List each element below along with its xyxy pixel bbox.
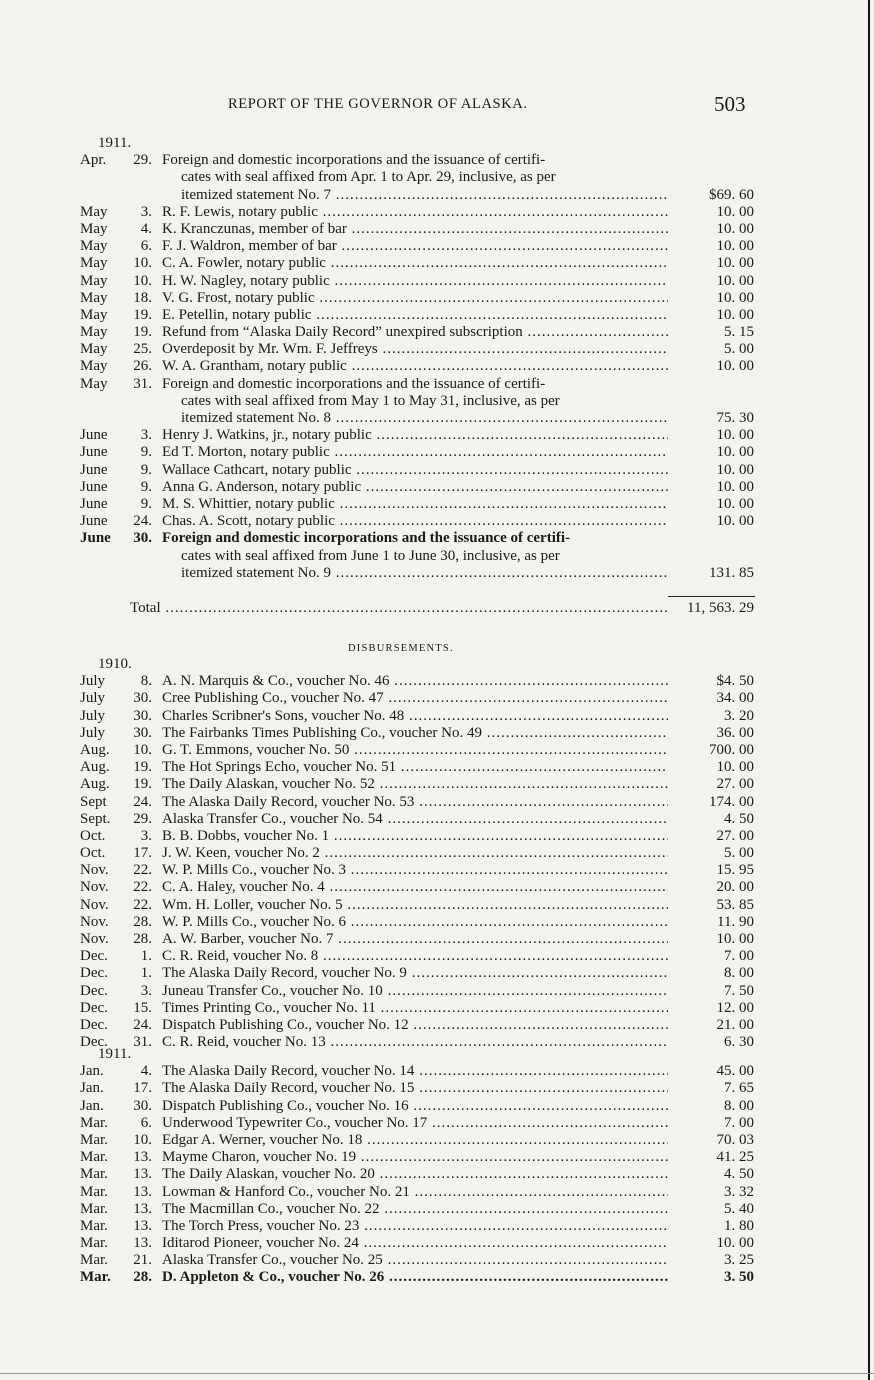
ledger-row [0, 290, 874, 307]
entry-description: K. Kranczunas, member of bar ..... [162, 221, 668, 238]
entry-month: Jan. [80, 1080, 104, 1097]
ledger-row [0, 948, 874, 965]
entry-amount: $69. 60 [709, 186, 754, 203]
entry-day: 3. [140, 203, 152, 220]
entry-month: Aug. [80, 759, 110, 776]
entry-day: 10. [133, 272, 152, 289]
entry-month: Nov. [80, 862, 109, 879]
entry-month: Mar. [80, 1235, 108, 1252]
entry-month: July [80, 707, 106, 724]
ledger-row [0, 1252, 874, 1269]
entry-description: Mayme Charon, voucher No. 19 ..... [162, 1149, 668, 1166]
entry-month: Sept. [80, 810, 111, 827]
entry-description: Dispatch Publishing Co., voucher No. 12 ..... [162, 1017, 668, 1034]
year-row [0, 135, 874, 152]
entry-description: The Alaska Daily Record, voucher No. 14 ..... [162, 1063, 668, 1080]
entry-description: W. P. Mills Co., voucher No. 3 ..... [162, 862, 668, 879]
entry-day: 10. [133, 741, 152, 758]
ledger-row [0, 1218, 874, 1235]
entry-month: Dec. [80, 982, 108, 999]
entry-month: Mar. [80, 1114, 108, 1131]
ledger-row [0, 794, 874, 811]
entry-amount: 12. 00 [716, 999, 754, 1016]
entry-amount: 75. 30 [716, 410, 754, 426]
entry-day: 8. [140, 673, 152, 690]
total-amount: 11, 563. 29 [687, 600, 754, 616]
entry-month: June [80, 530, 111, 547]
entry-description: C. A. Fowler, notary public ..... [162, 255, 668, 272]
entry-day: 13. [133, 1166, 152, 1183]
entry-description: W. A. Grantham, notary public ..... [162, 358, 668, 375]
entry-description: G. T. Emmons, voucher No. 50 ..... [162, 742, 668, 759]
ledger-row [0, 548, 874, 565]
ledger-row [0, 444, 874, 461]
entry-month: May [80, 375, 108, 392]
entry-description: Chas. A. Scott, notary public ..... [162, 513, 668, 530]
entry-description: Anna G. Anderson, notary public ..... [162, 479, 668, 496]
entry-amount: 10. 00 [716, 495, 754, 512]
entry-amount: 10. 00 [716, 1235, 754, 1252]
ledger-row [0, 204, 874, 221]
entry-amount: 1. 80 [724, 1217, 754, 1234]
ledger-row [0, 1080, 874, 1097]
entry-day: 30. [133, 724, 152, 741]
ledger-row [0, 1201, 874, 1218]
entry-amount: 10. 00 [716, 306, 754, 323]
entry-description: B. B. Dobbs, voucher No. 1 ..... [162, 828, 668, 845]
ledger-row [0, 811, 874, 828]
ledger-row [0, 479, 874, 496]
entry-month: May [80, 272, 108, 289]
entry-day: 31. [133, 375, 152, 392]
entry-description: Alaska Transfer Co., voucher No. 54 ..... [162, 811, 668, 828]
ledger-row [0, 152, 874, 169]
entry-day: 9. [140, 495, 152, 512]
entry-amount: 6. 30 [724, 1034, 754, 1051]
entry-description: The Fairbanks Times Publishing Co., voucher No. 49 ..... [162, 725, 668, 742]
ledger-row [0, 1132, 874, 1149]
ledger-row [0, 530, 874, 547]
entry-month: Nov. [80, 913, 109, 930]
ledger-row [0, 845, 874, 862]
entry-month: Mar. [80, 1252, 108, 1269]
entry-month: July [80, 690, 106, 707]
ledger-row [0, 1235, 874, 1252]
total-row [0, 599, 874, 617]
entry-day: 3. [140, 982, 152, 999]
total-rule [668, 596, 755, 597]
ledger-row [0, 496, 874, 513]
entry-day: 15. [133, 999, 152, 1016]
entry-day: 13. [133, 1217, 152, 1234]
ledger-row [0, 931, 874, 948]
entry-description: A. N. Marquis & Co., voucher No. 46 ..... [162, 673, 668, 690]
entry-amount: 10. 00 [716, 427, 754, 444]
ledger-row [0, 1149, 874, 1166]
entry-month: Aug. [80, 741, 110, 758]
entry-description: Ed T. Morton, notary public ..... [162, 444, 668, 461]
entry-day: 19. [133, 776, 152, 793]
entry-amount: 10. 00 [716, 289, 754, 306]
entry-day: 24. [133, 793, 152, 810]
entry-amount: 45. 00 [716, 1063, 754, 1080]
entry-day: 30. [133, 707, 152, 724]
entry-month: June [80, 444, 108, 461]
entry-amount: 5. 40 [724, 1200, 754, 1217]
entry-month: Nov. [80, 931, 109, 947]
entry-amount: 53. 85 [716, 896, 754, 913]
entry-description: Foreign and domestic incorporations and the issuance of certifi- [162, 530, 571, 547]
entry-month: Sept [80, 793, 107, 810]
entry-amount: 10. 00 [716, 255, 754, 272]
entry-description: C. R. Reid, voucher No. 13 ..... [162, 1034, 668, 1051]
entry-amount: 174. 00 [709, 793, 754, 810]
entry-day: 10. [133, 255, 152, 272]
ledger-row [0, 759, 874, 776]
entry-amount: 27. 00 [716, 776, 754, 793]
entry-month: May [80, 341, 108, 358]
entry-day: 9. [140, 461, 152, 478]
ledger-row [0, 1184, 874, 1201]
entry-description: Overdeposit by Mr. Wm. F. Jeffreys ..... [162, 341, 668, 358]
year-label: 1911. [98, 135, 132, 151]
entry-description: Edgar A. Werner, voucher No. 18 ..... [162, 1132, 668, 1149]
entry-month: Mar. [80, 1217, 108, 1234]
entry-amount: 10. 00 [716, 358, 754, 375]
entry-day: 17. [133, 845, 152, 862]
entry-day: 24. [133, 513, 152, 530]
ledger-row [0, 1115, 874, 1132]
ledger-row [0, 673, 874, 690]
ledger-row [0, 862, 874, 879]
entry-amount: 5. 00 [724, 341, 754, 358]
entry-description: Henry J. Watkins, jr., notary public ..... [162, 427, 668, 444]
entry-description: C. A. Haley, voucher No. 4 ..... [162, 879, 668, 896]
entry-amount: 7. 50 [724, 982, 754, 999]
entry-amount: 3. 20 [724, 707, 754, 724]
entry-month: June [80, 513, 108, 530]
entry-description: cates with seal affixed from June 1 to June 30, inclusive, as per [181, 547, 560, 564]
ledger-row [0, 1166, 874, 1183]
receipts-ledger [0, 135, 874, 582]
entry-month: Mar. [80, 1269, 111, 1286]
entry-day: 24. [133, 1016, 152, 1033]
entry-description: cates with seal affixed from May 1 to May 31, inclusive, as per [181, 392, 560, 409]
entry-description: A. W. Barber, voucher No. 7 ..... [162, 931, 668, 948]
entry-day: 4. [140, 1063, 152, 1080]
ledger-row [0, 1000, 874, 1017]
entry-amount: 27. 00 [716, 827, 754, 844]
entry-description: D. Appleton & Co., voucher No. 26 ..... [162, 1269, 668, 1286]
entry-description: The Daily Alaskan, voucher No. 20 ..... [162, 1166, 668, 1183]
entry-month: Nov. [80, 896, 109, 913]
entry-description: Underwood Typewriter Co., voucher No. 17 ..... [162, 1115, 668, 1132]
entry-description: H. W. Nagley, notary public ..... [162, 273, 668, 290]
entry-amount: 10. 00 [716, 461, 754, 478]
entry-description: Lowman & Hanford Co., voucher No. 21 ..... [162, 1184, 668, 1201]
entry-amount: 10. 00 [716, 220, 754, 237]
entry-description: The Daily Alaskan, voucher No. 52 ..... [162, 776, 668, 793]
entry-amount: 36. 00 [716, 724, 754, 741]
entry-month: May [80, 289, 108, 306]
entry-description: itemized statement No. 7 ..... [181, 187, 668, 204]
entry-description: Foreign and domestic incorporations and the issuance of certifi- [162, 152, 546, 169]
entry-amount: 10. 00 [716, 444, 754, 461]
page-bottom-edge [0, 1373, 874, 1374]
entry-description: itemized statement No. 9 ..... [181, 565, 668, 582]
entry-day: 3. [140, 427, 152, 444]
ledger-row [0, 708, 874, 725]
ledger-row [0, 914, 874, 931]
entry-description: Juneau Transfer Co., voucher No. 10 ..... [162, 983, 668, 1000]
entry-amount: 3. 25 [724, 1252, 754, 1269]
entry-month: May [80, 306, 108, 323]
ledger-row [0, 513, 874, 530]
disbursements-1910 [0, 656, 874, 1051]
entry-description: W. P. Mills Co., voucher No. 6 ..... [162, 914, 668, 931]
ledger-row [0, 1269, 874, 1286]
entry-amount: 3. 32 [724, 1183, 754, 1200]
ledger-row [0, 187, 874, 204]
entry-month: May [80, 220, 108, 237]
ledger-row [0, 828, 874, 845]
entry-amount: 5. 15 [724, 324, 754, 341]
entry-description: F. J. Waldron, member of bar ..... [162, 238, 668, 255]
entry-description: cates with seal affixed from Apr. 1 to Apr. 29, inclusive, as per [181, 169, 556, 186]
entry-day: 13. [133, 1200, 152, 1217]
entry-description: R. F. Lewis, notary public ..... [162, 204, 668, 221]
entry-day: 4. [140, 220, 152, 237]
entry-day: 28. [133, 1269, 152, 1286]
ledger-row [0, 169, 874, 186]
ledger-row [0, 324, 874, 341]
entry-amount: 10. 00 [716, 203, 754, 220]
entry-description: The Alaska Daily Record, voucher No. 53 ..... [162, 794, 668, 811]
ledger-row [0, 221, 874, 238]
running-header [0, 92, 874, 120]
entry-day: 22. [133, 896, 152, 913]
entry-amount: 10. 00 [716, 478, 754, 495]
entry-amount: 34. 00 [716, 690, 754, 707]
entry-amount: 8. 00 [724, 965, 754, 982]
entry-day: 21. [133, 1252, 152, 1269]
entry-amount: 5. 00 [724, 845, 754, 862]
entry-description: C. R. Reid, voucher No. 8 ..... [162, 948, 668, 965]
ledger-row [0, 427, 874, 444]
entry-amount: 8. 00 [724, 1097, 754, 1114]
entry-description: Foreign and domestic incorporations and the issuance of certifi- [162, 375, 546, 392]
entry-amount: 10. 00 [716, 272, 754, 289]
ledger-row [0, 897, 874, 914]
ledger-row [0, 776, 874, 793]
entry-amount: 700. 00 [709, 741, 754, 758]
ledger-row [0, 462, 874, 479]
entry-month: Aug. [80, 776, 110, 793]
entry-day: 25. [133, 341, 152, 358]
entry-description: Wallace Cathcart, notary public ..... [162, 462, 668, 479]
entry-day: 10. [133, 1131, 152, 1148]
entry-month: Oct. [80, 827, 106, 844]
ledger-row [0, 725, 874, 742]
entry-month: May [80, 255, 108, 272]
entry-day: 1. [140, 965, 152, 982]
entry-description: The Hot Springs Echo, voucher No. 51 ..... [162, 759, 668, 776]
entry-month: Mar. [80, 1149, 108, 1166]
entry-day: 19. [133, 759, 152, 776]
entry-day: 29. [133, 810, 152, 827]
year-label: 1911. [98, 1046, 132, 1062]
ledger-row [0, 410, 874, 427]
entry-amount: 4. 50 [724, 810, 754, 827]
entry-day: 26. [133, 358, 152, 375]
page-number: 503 [714, 92, 746, 116]
entry-amount: 7. 00 [724, 1114, 754, 1131]
entry-day: 29. [133, 152, 152, 169]
ledger-row [0, 307, 874, 324]
entry-amount: 70. 03 [716, 1131, 754, 1148]
ledger-row [0, 742, 874, 759]
entry-amount: 10. 00 [716, 931, 754, 947]
entry-month: June [80, 427, 108, 444]
entry-month: Oct. [80, 845, 106, 862]
entry-description: Dispatch Publishing Co., voucher No. 16 ..... [162, 1098, 668, 1115]
total-label: Total ..... [130, 599, 668, 617]
entry-amount: 131. 85 [709, 564, 754, 581]
entry-description: Wm. H. Loller, voucher No. 5 ..... [162, 897, 668, 914]
entry-month: Dec. [80, 948, 108, 965]
ledger-row [0, 983, 874, 1000]
entry-amount: 15. 95 [716, 862, 754, 879]
entry-month: Nov. [80, 879, 109, 896]
ledger-row [0, 273, 874, 290]
entry-amount: 10. 00 [716, 238, 754, 255]
entry-amount: 11. 90 [717, 913, 754, 930]
entry-amount: 10. 00 [716, 513, 754, 530]
entry-amount: 7. 00 [724, 948, 754, 965]
entry-description: The Torch Press, voucher No. 23 ..... [162, 1218, 668, 1235]
ledger-row [0, 879, 874, 896]
entry-month: May [80, 358, 108, 375]
entry-month: Apr. [80, 152, 107, 169]
entry-description: Refund from “Alaska Daily Record” unexpired subscription ..... [162, 324, 668, 341]
entry-month: July [80, 673, 106, 690]
ledger-row [0, 1017, 874, 1034]
entry-description: Iditarod Pioneer, voucher No. 24 ..... [162, 1235, 668, 1252]
entry-amount: 7. 65 [724, 1080, 754, 1097]
entry-day: 1. [140, 948, 152, 965]
entry-amount: 3. 50 [724, 1269, 754, 1286]
entry-description: J. W. Keen, voucher No. 2 ..... [162, 845, 668, 862]
entry-day: 28. [133, 913, 152, 930]
entry-day: 31. [133, 1034, 152, 1051]
entry-day: 6. [140, 238, 152, 255]
year-row [0, 656, 874, 673]
ledger-row [0, 1098, 874, 1115]
entry-day: 13. [133, 1183, 152, 1200]
entry-month: June [80, 495, 108, 512]
entry-day: 17. [133, 1080, 152, 1097]
ledger-row [0, 238, 874, 255]
entry-month: Dec. [80, 999, 108, 1016]
entry-day: 18. [133, 289, 152, 306]
entry-description: M. S. Whittier, notary public ..... [162, 496, 668, 513]
entry-day: 9. [140, 444, 152, 461]
entry-month: May [80, 238, 108, 255]
ledger-row [0, 565, 874, 582]
entry-day: 6. [140, 1114, 152, 1131]
entry-day: 19. [133, 324, 152, 341]
entry-description: Cree Publishing Co., voucher No. 47 ..... [162, 690, 668, 707]
entry-description: The Alaska Daily Record, voucher No. 9 ..... [162, 965, 668, 982]
ledger-row [0, 255, 874, 272]
year-row [0, 1046, 874, 1063]
disbursements-1911 [0, 1046, 874, 1287]
entry-day: 30. [133, 690, 152, 707]
disbursements-heading: DISBURSEMENTS. [348, 643, 454, 654]
report-title: REPORT OF THE GOVERNOR OF ALASKA. [228, 96, 528, 112]
entry-month: May [80, 203, 108, 220]
entry-month: Dec. [80, 1034, 108, 1051]
entry-month: Jan. [80, 1097, 104, 1114]
year-label: 1910. [98, 656, 132, 672]
entry-amount: 21. 00 [716, 1016, 754, 1033]
entry-description: The Alaska Daily Record, voucher No. 15 ..... [162, 1080, 668, 1097]
ledger-row [0, 965, 874, 982]
entry-day: 3. [140, 827, 152, 844]
entry-description: Alaska Transfer Co., voucher No. 25 ..... [162, 1252, 668, 1269]
entry-day: 13. [133, 1149, 152, 1166]
entry-amount: 4. 50 [724, 1166, 754, 1183]
entry-month: June [80, 478, 108, 495]
entry-description: The Macmillan Co., voucher No. 22 ..... [162, 1201, 668, 1218]
entry-day: 22. [133, 879, 152, 896]
ledger-row [0, 376, 874, 393]
entry-description: itemized statement No. 8 ..... [181, 410, 668, 427]
entry-amount: 41. 25 [716, 1149, 754, 1166]
entry-day: 30. [133, 1097, 152, 1114]
entry-month: Mar. [80, 1131, 108, 1148]
ledger-row [0, 690, 874, 707]
entry-description: E. Petellin, notary public ..... [162, 307, 668, 324]
ledger-row [0, 1063, 874, 1080]
entry-month: Mar. [80, 1200, 108, 1217]
entry-amount: 10. 00 [716, 759, 754, 776]
entry-month: July [80, 724, 106, 741]
entry-day: 13. [133, 1235, 152, 1252]
ledger-row [0, 393, 874, 410]
entry-month: Dec. [80, 965, 108, 982]
entry-month: June [80, 461, 108, 478]
entry-day: 9. [140, 478, 152, 495]
entry-month: Mar. [80, 1183, 108, 1200]
entry-month: May [80, 324, 108, 341]
entry-amount: $4. 50 [716, 673, 754, 690]
entry-month: Mar. [80, 1166, 108, 1183]
entry-day: 28. [133, 931, 152, 947]
entry-description: Times Printing Co., voucher No. 11 ..... [162, 1000, 668, 1017]
entry-day: 19. [133, 306, 152, 323]
entry-month: Jan. [80, 1063, 104, 1080]
ledger-row [0, 341, 874, 358]
entry-amount: 20. 00 [716, 879, 754, 896]
entry-day: 30. [133, 530, 152, 547]
entry-description: Charles Scribner's Sons, voucher No. 48 ..... [162, 708, 668, 725]
entry-description: V. G. Frost, notary public ..... [162, 290, 668, 307]
entry-month: Dec. [80, 1016, 108, 1033]
ledger-row [0, 358, 874, 375]
entry-day: 22. [133, 862, 152, 879]
